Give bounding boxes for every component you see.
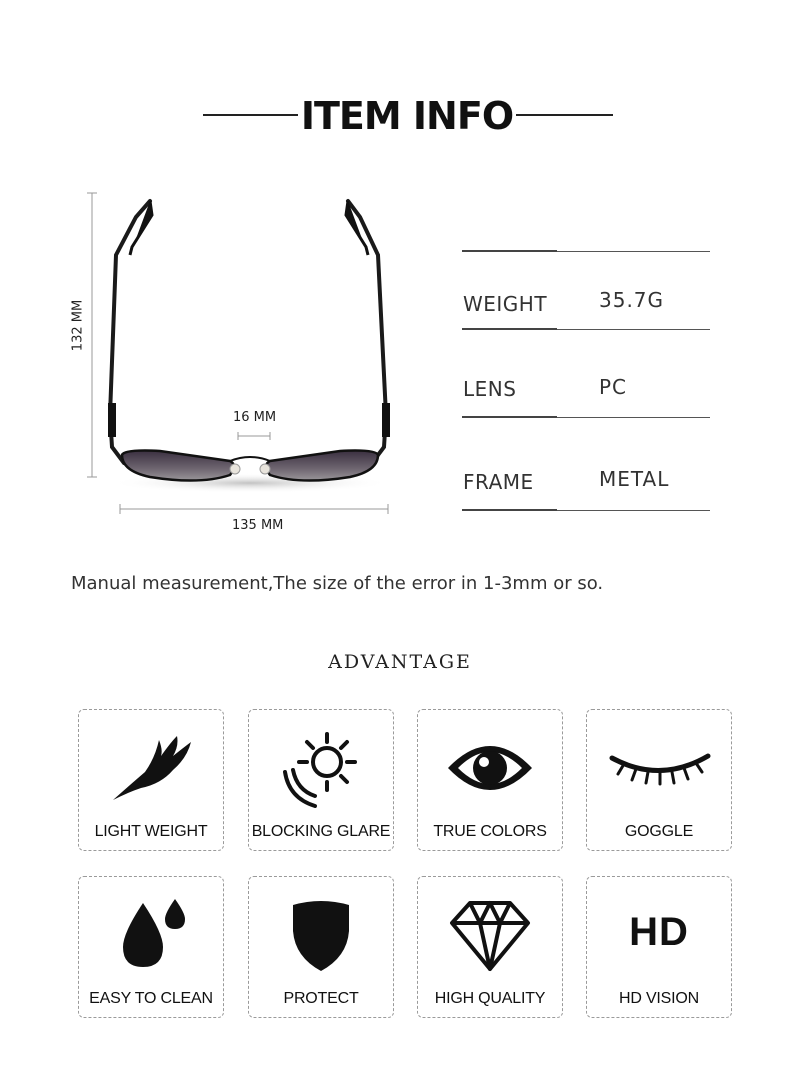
feature-label: EASY TO CLEAN <box>89 990 213 1007</box>
feature-card-goggle <box>586 709 732 851</box>
spec-divider <box>462 510 710 511</box>
spec-key-frame: FRAME <box>463 470 534 494</box>
feature-card-hd-vision <box>586 876 732 1018</box>
title-rule-right <box>516 114 613 116</box>
feature-label: HIGH QUALITY <box>434 990 546 1007</box>
sunglasses-diagram <box>80 185 410 535</box>
spec-key-lens: LENS <box>463 377 517 401</box>
feature-label: BLOCKING GLARE <box>251 823 391 840</box>
feature-card-protect <box>248 876 394 1018</box>
feature-label: LIGHT WEIGHT <box>94 823 208 840</box>
hd-icon: HD <box>629 909 689 954</box>
spec-divider <box>462 417 710 418</box>
spec-divider <box>462 251 710 252</box>
water-drops-icon <box>101 889 201 975</box>
measurement-note: Manual measurement,The size of the error in 1-3mm or so. <box>71 573 604 594</box>
spec-key-weight: WEIGHT <box>463 292 548 316</box>
spec-value-lens: PC <box>599 375 628 399</box>
right-temple <box>348 201 386 463</box>
eye-icon <box>440 722 540 808</box>
closed-eye-icon <box>604 722 714 808</box>
feature-card-blocking-glare <box>248 709 394 851</box>
feature-card-light-weight <box>78 709 224 851</box>
diamond-icon <box>440 889 540 975</box>
shield-icon <box>271 889 371 975</box>
feature-card-easy-to-clean <box>78 876 224 1018</box>
feature-label: PROTECT <box>283 990 359 1007</box>
sun-glare-icon <box>271 722 371 808</box>
title-rule-left <box>203 114 298 116</box>
page-title: ITEM INFO <box>300 94 514 138</box>
feature-label: TRUE COLORS <box>433 823 547 840</box>
feather-icon <box>101 722 201 808</box>
width-dimension-label: 135 MM <box>232 518 284 533</box>
right-lens <box>266 451 378 481</box>
advantage-heading: ADVANTAGE <box>328 651 472 673</box>
spec-value-weight: 35.7G <box>599 288 665 312</box>
feature-card-true-colors <box>417 709 563 851</box>
left-lens <box>122 451 234 481</box>
bridge-dimension-label: 16 MM <box>233 410 277 425</box>
feature-label: HD VISION <box>619 990 699 1007</box>
height-dimension-label: 132 MM <box>70 299 86 352</box>
spec-value-frame: METAL <box>599 467 670 491</box>
feature-label: GOGGLE <box>624 823 694 840</box>
feature-card-high-quality <box>417 876 563 1018</box>
spec-divider <box>462 329 710 330</box>
